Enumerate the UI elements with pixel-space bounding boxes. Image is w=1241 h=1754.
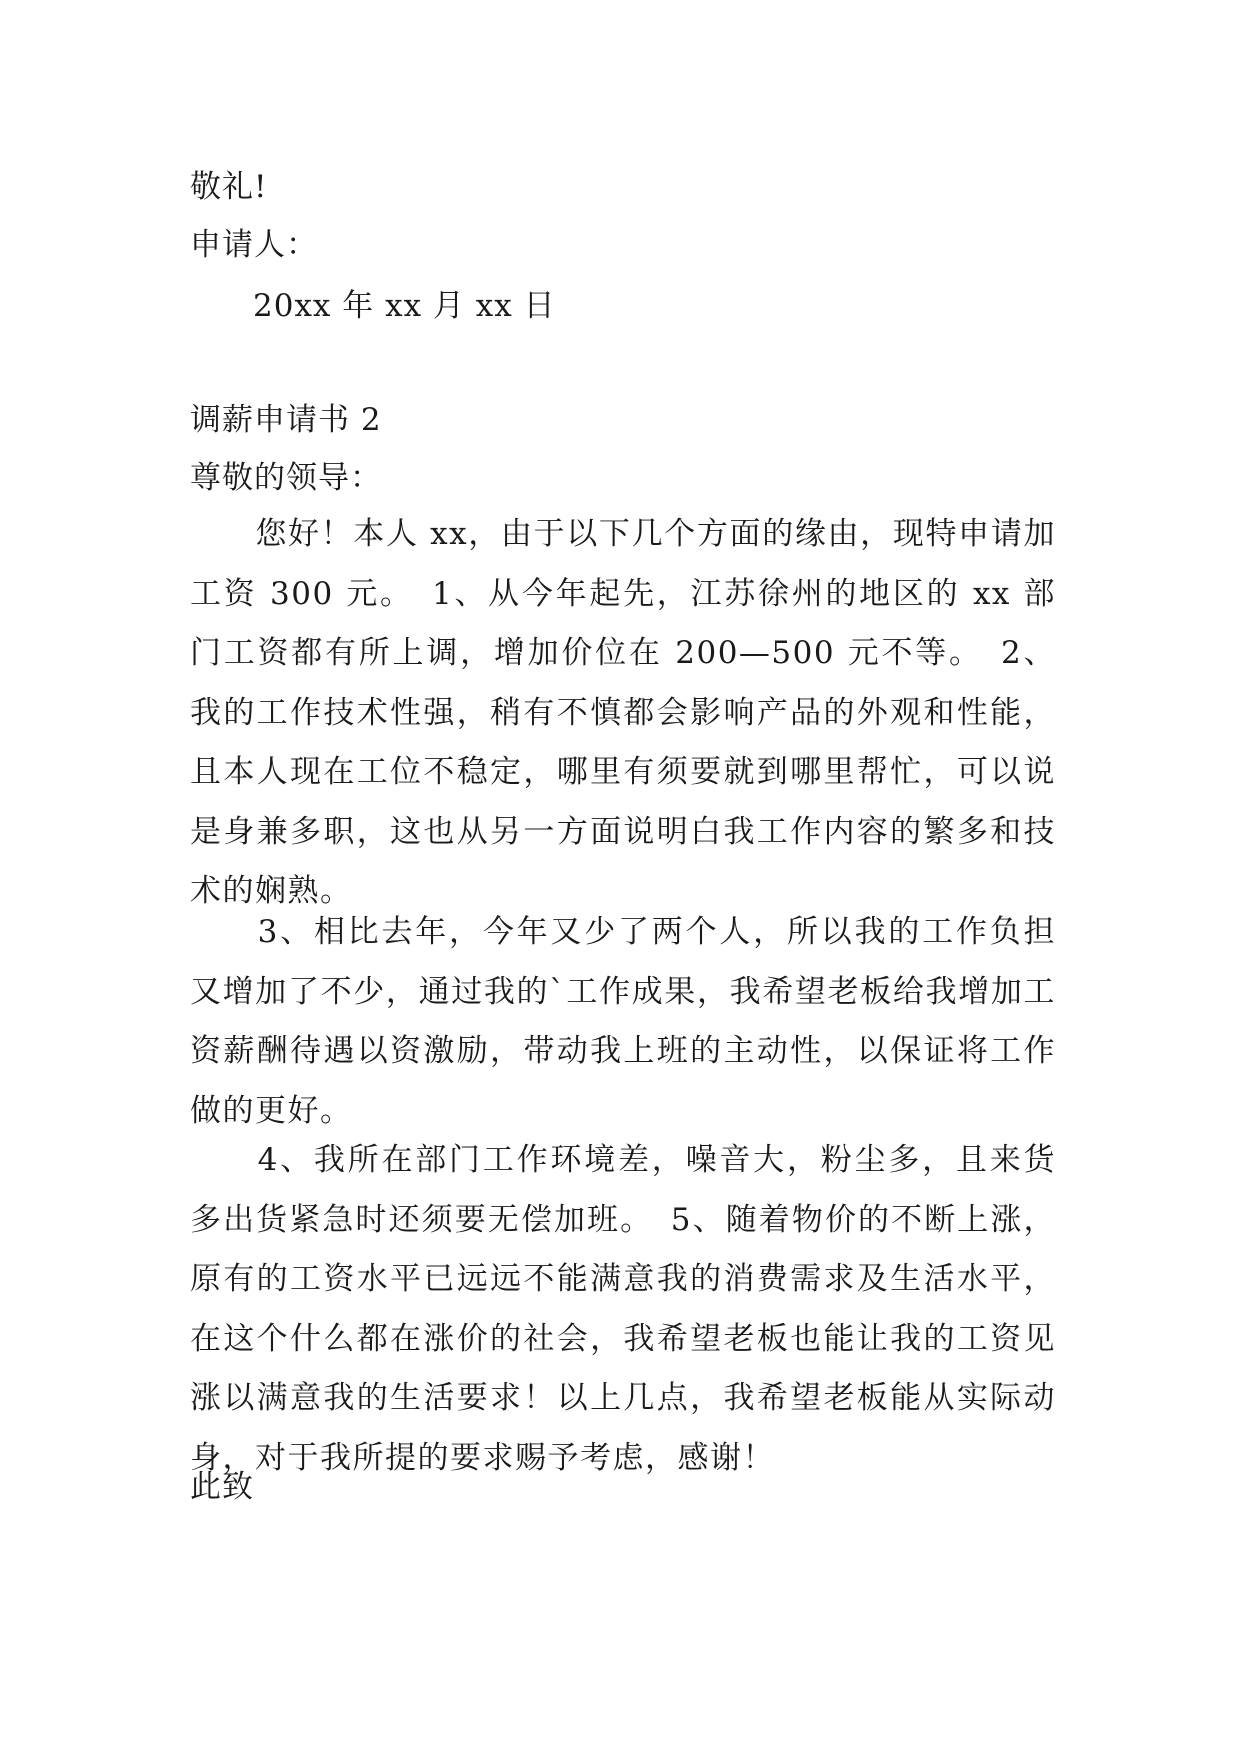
body-paragraph-3: 4、我所在部门工作环境差，噪音大，粉尘多，且来货多出货紧急时还须要无偿加班。 5、随着物价的不断上涨，原有的工资水平已远远不能满意我的消费需求及生活水平，在这个什么都在涨价的社会，我希望老板也能让我的工资见涨以满意我的生活要求！以上几点，我希望老板能从实际动身，对于我所提的要求赐予考虑，感谢！ — [190, 1142, 1056, 1476]
date-line: 20xx 年 xx 月 xx 日 — [253, 288, 556, 324]
applicant-label: 申请人： — [190, 227, 318, 263]
salutation: 尊敬的领导： — [190, 460, 382, 496]
body-paragraph-2: 3、相比去年，今年又少了两个人，所以我的工作负担又增加了不少，通过我的`工作成果，我希望老板给我增加工资薪酬待遇以资激励，带动我上班的主动性，以保证将工作做的更好。 — [190, 914, 1056, 1129]
closing-regards: 敬礼! — [190, 169, 268, 205]
body-paragraph-1: 您好！本人 xx，由于以下几个方面的缘由，现特申请加工资 300 元。 1、从今年起先，江苏徐州的地区的 xx 部门工资都有所上调，增加价位在 200—500 元不等。 2、我的工作技术性强，稍有不慎都会影响产品的外观和性能，且本人现在工位不稳定，哪里有须要就到哪里帮忙，可以说是身兼多职，这也从另一方面说明白我工作内容的繁多和技术的娴熟。 — [190, 516, 1056, 909]
document-title: 调薪申请书 2 — [190, 402, 382, 438]
closing-line: 此致 — [190, 1469, 254, 1505]
